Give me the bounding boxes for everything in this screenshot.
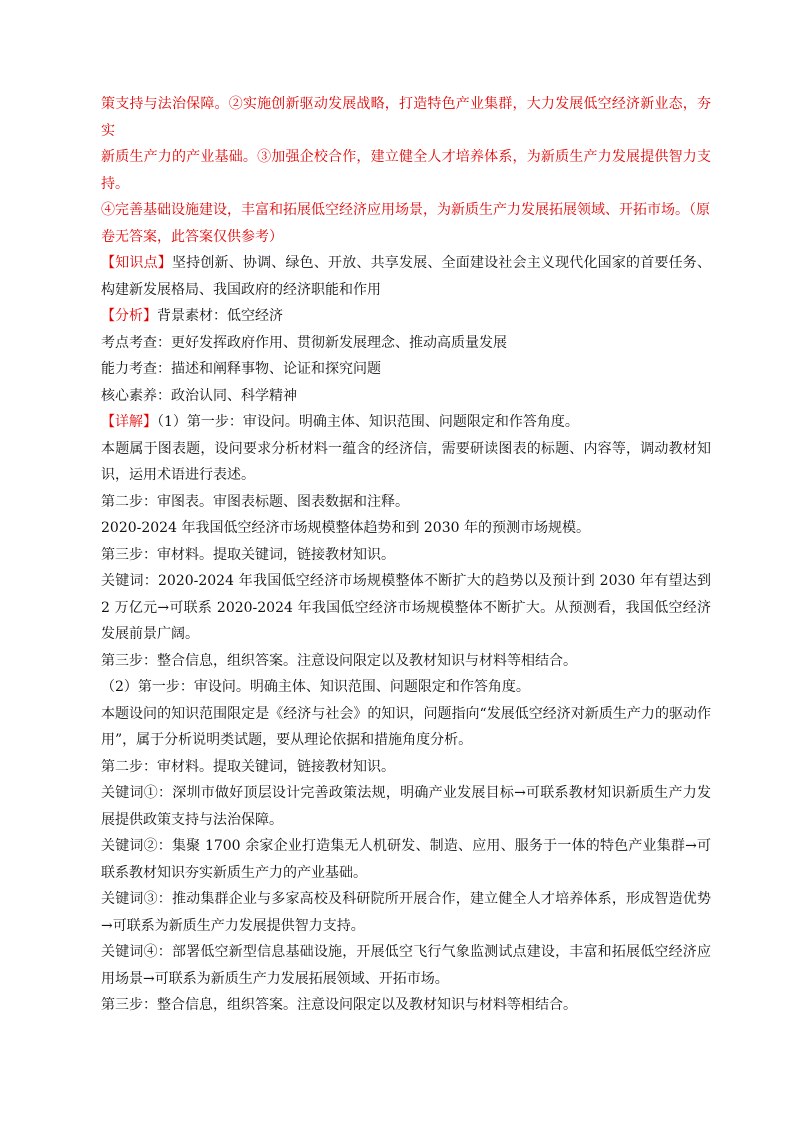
detail-paragraph: 关键词：2020-2024 年我国低空经济市场规模整体不断扩大的趋势以及预计到 2030 年有望达到 2 万亿元→可联系 2020-2024 年我国低空经济市场规模整体不断扩大。从预测看，我国低空经济发展前景广阔。 (101, 573, 711, 642)
detail-tag: 【详解】 (101, 414, 157, 430)
detail-paragraph: 2020-2024 年我国低空经济市场规模整体趋势和到 2030 年的预测市场规模。 (101, 520, 590, 536)
ability: 能力考查：描述和阐释事物、论证和探究问题 (101, 361, 381, 377)
core-literacy: 核心素养：政治认同、科学精神 (101, 387, 297, 404)
detail-paragraph: （1）第一步：审设问。明确主体、知识范围、问题限定和作答角度。 (157, 414, 579, 430)
detail-paragraph: 关键词④：部署低空新型信息基础设施，开展低空飞行气象监测试点建设，丰富和拓展低空经济应用场景→可联系为新质生产力发展拓展领域、开拓市场。 (101, 944, 711, 987)
answer-line: ④完善基础设施建设，丰富和拓展低空经济应用场景，为新质生产力发展拓展领域、开拓市场。（原 (101, 202, 710, 218)
knowledge-text: 坚持创新、协调、绿色、开放、共享发展、全面建设社会主义现代化国家的首要任务、构建新发展格局、我国政府的经济职能和作用 (101, 255, 711, 298)
answer-line: 策支持与法治保障。②实施创新驱动发展战略，打造特色产业集群，大力发展低空经济新业态，夯实 (101, 96, 711, 139)
exam-points: 考点考查：更好发挥政府作用、贯彻新发展理念、推动高质量发展 (101, 334, 507, 351)
detail-paragraph: 第三步：整合信息，组织答案。注意设问限定以及教材知识与材料等相结合。 (101, 652, 577, 669)
detail-paragraph: 本题设问的知识范围限定是《经济与社会》的知识，问题指向“发展低空经济对新质生产力的驱动作用”，属于分析说明类试题，要从理论依据和措施角度分析。 (101, 705, 711, 748)
detail-paragraph: 第三步：审材料。提取关键词，链接教材知识。 (101, 546, 395, 563)
detail-paragraph: 本题属于图表题，设问要求分析材料一蕴含的经济信，需要研读图表的标题、内容等，调动教材知识，运用术语进行表述。 (101, 440, 711, 483)
knowledge-tag: 【知识点】 (101, 255, 172, 271)
detail-paragraph: （2）第一步：审设问。明确主体、知识范围、问题限定和作答角度。 (101, 679, 530, 695)
detail-heading (101, 409, 711, 436)
analysis (101, 303, 711, 330)
knowledge-point (101, 250, 711, 303)
detail-paragraph: 关键词①：深圳市做好顶层设计完善政策法规，明确产业发展目标→可联系教材知识新质生产力发展提供政策支持与法治保障。 (101, 785, 711, 828)
detail-paragraph: 关键词③：推动集群企业与多家高校及科研院所开展合作，建立健全人才培养体系，形成智造优势→可联系为新质生产力发展提供智力支持。 (101, 891, 711, 934)
page-content (101, 91, 711, 1019)
analysis-tag: 【分析】 (101, 308, 157, 324)
detail-paragraph: 关键词②：集聚 1700 余家企业打造集无人机研发、制造、应用、服务于一体的特色产业集群→可联系教材知识夯实新质生产力的产业基础。 (101, 838, 711, 881)
analysis-text: 背景素材：低空经济 (157, 308, 283, 324)
detail-paragraph: 第二步：审材料。提取关键词，链接教材知识。 (101, 758, 395, 775)
answer-line: 新质生产力的产业基础。③加强企校合作，建立健全人才培养体系，为新质生产力发展提供智力支持。 (101, 149, 711, 192)
detail-paragraph: 第三步：整合信息，组织答案。注意设问限定以及教材知识与材料等相结合。 (101, 997, 577, 1013)
answer-line: 卷无答案，此答案仅供参考） (101, 228, 283, 245)
detail-paragraph: 第二步：审图表。审图表标题、图表数据和注释。 (101, 493, 409, 510)
